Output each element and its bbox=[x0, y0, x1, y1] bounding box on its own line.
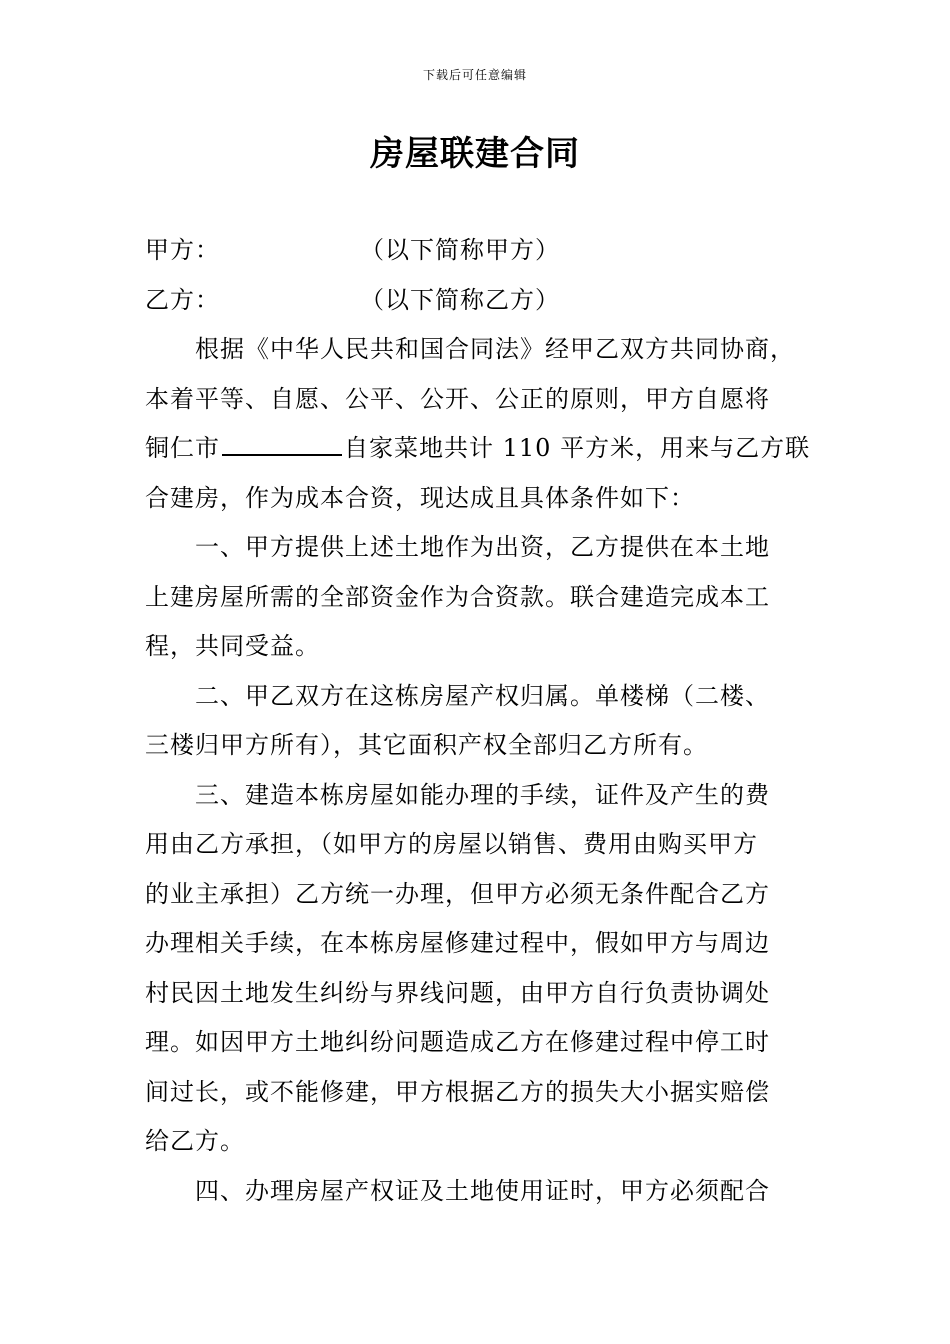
party-a-line bbox=[145, 226, 815, 276]
party-a-label: 甲方： bbox=[145, 236, 220, 264]
location-blank-field bbox=[222, 430, 342, 456]
party-b-label: 乙方： bbox=[145, 285, 220, 314]
clause-1-line: 一、甲方提供上述土地作为出资，乙方提供在本土地 bbox=[195, 533, 770, 561]
clause-3-line: 间过长，或不能修建，甲方根据乙方的损失大小据实赔偿 bbox=[145, 1077, 770, 1106]
intro-line: 合建房，作为成本合资，现达成且具体条件如下： bbox=[145, 483, 695, 512]
clause-3-line: 三、建造本栋房屋如能办理的手续，证件及产生的费 bbox=[195, 780, 770, 809]
clause-3-line: 用由乙方承担，（如甲方的房屋以销售、费用由购买甲方 bbox=[145, 830, 758, 858]
clause-3-line: 办理相关手续，在本栋房屋修建过程中，假如甲方与周边 bbox=[145, 929, 770, 957]
intro-area-text: 自家菜地共计 110 平方米，用来与乙方联 bbox=[344, 434, 811, 462]
intro-location-text: 铜仁市 bbox=[145, 434, 220, 462]
clause-3-line: 的业主承担）乙方统一办理，但甲方必须无条件配合乙方 bbox=[145, 879, 770, 908]
clause-4-line: 四、办理房屋产权证及土地使用证时，甲方必须配合 bbox=[195, 1176, 770, 1205]
header-note: 下载后可任意编辑 bbox=[422, 68, 527, 82]
clause-1-line: 程，共同受益。 bbox=[145, 632, 320, 660]
clause-1-line: 上建房屋所需的全部资金作为合资款。联合建造完成本工 bbox=[145, 582, 770, 611]
clause-2-line: 二、甲乙双方在这栋房屋产权归属。单楼梯（二楼、 bbox=[195, 681, 770, 710]
party-a-note: （以下简称甲方） bbox=[360, 236, 560, 264]
intro-line: 根据《中华人民共和国合同法》经甲乙双方共同协商， bbox=[195, 335, 795, 363]
intro-line bbox=[145, 424, 815, 474]
party-b-note: （以下简称乙方） bbox=[360, 285, 560, 314]
document-title: 房屋联建合同 bbox=[370, 134, 580, 174]
intro-line: 本着平等、自愿、公平、公开、公正的原则，甲方自愿将 bbox=[145, 384, 770, 413]
clause-2-line: 三楼归甲方所有），其它面积产权全部归乙方所有。 bbox=[145, 731, 708, 759]
party-b-line bbox=[145, 276, 815, 326]
clause-3-line: 给乙方。 bbox=[145, 1127, 245, 1155]
clause-3-line: 村民因土地发生纠纷与界线问题，由甲方自行负责协调处 bbox=[145, 978, 770, 1007]
contract-body bbox=[145, 226, 815, 1216]
clause-3-line: 理。如因甲方土地纠纷问题造成乙方在修建过程中停工时 bbox=[145, 1028, 770, 1056]
